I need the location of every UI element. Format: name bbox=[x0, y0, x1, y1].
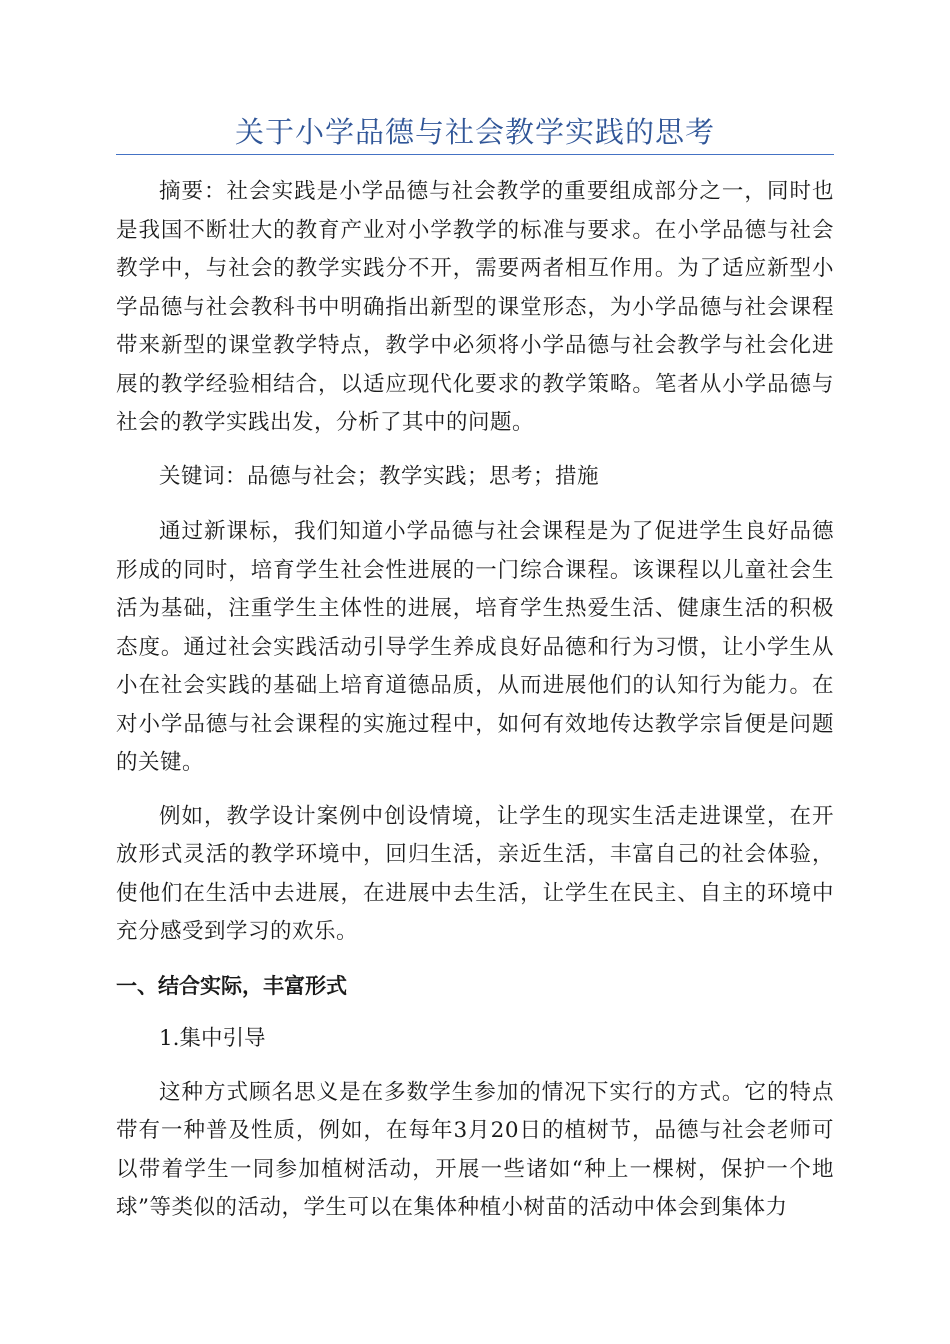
subsection-heading-1: 1.集中引导 bbox=[159, 1026, 266, 1051]
body-paragraph-3: 这种方式顾名思义是在多数学生参加的情况下实行的方式。它的特点带有一种普及性质，例如，在每年3月20日的植树节，品德与社会老师可以带着学生一同参加植树活动，开展一些诸如“种上一棵树，保护一个地球”等类似的活动，学生可以在集体种植小树苗的活动中体会到集体力 bbox=[116, 1079, 834, 1220]
title-underline bbox=[116, 154, 834, 155]
body-paragraph-2: 例如，教学设计案例中创设情境，让学生的现实生活走进课堂，在开放形式灵活的教学环境中，回归生活，亲近生活，丰富自己的社会体验，使他们在生活中去进展，在进展中去生活，让学生在民主、自主的环境中充分感受到学习的欢乐。 bbox=[116, 803, 834, 944]
body-paragraph-1: 通过新课标，我们知道小学品德与社会课程是为了促进学生良好品德形成的同时，培育学生社会性进展的一门综合课程。该课程以儿童社会生活为基础，注重学生主体性的进展，培育学生热爱生活、健康生活的积极态度。通过社会实践活动引导学生养成良好品德和行为习惯，让小学生从小在社会实践的基础上培育道德品质，从而进展他们的认知行为能力。在对小学品德与社会课程的实施过程中，如何有效地传达教学宗旨便是问题的关键。 bbox=[116, 519, 834, 775]
keywords-line: 关键词：品德与社会；教学实践；思考；措施 bbox=[159, 463, 600, 489]
section-heading-1: 一、结合实际，丰富形式 bbox=[116, 973, 347, 998]
document-body bbox=[116, 173, 834, 1243]
abstract-paragraph: 摘要：社会实践是小学品德与社会教学的重要组成部分之一，同时也是我国不断壮大的教育产业对小学教学的标准与要求。在小学品德与社会教学中，与社会的教学实践分不开，需要两者相互作用。为了适应新型小学品德与社会教科书中明确指出新型的课堂形态，为小学品德与社会课程带来新型的课堂教学特点，教学中必须将小学品德与社会教学与社会化进展的教学经验相结合，以适应现代化要求的教学策略。笔者从小学品德与社会的教学实践出发，分析了其中的问题。 bbox=[116, 179, 834, 435]
document-title: 关于小学品德与社会教学实践的思考 bbox=[234, 115, 715, 149]
